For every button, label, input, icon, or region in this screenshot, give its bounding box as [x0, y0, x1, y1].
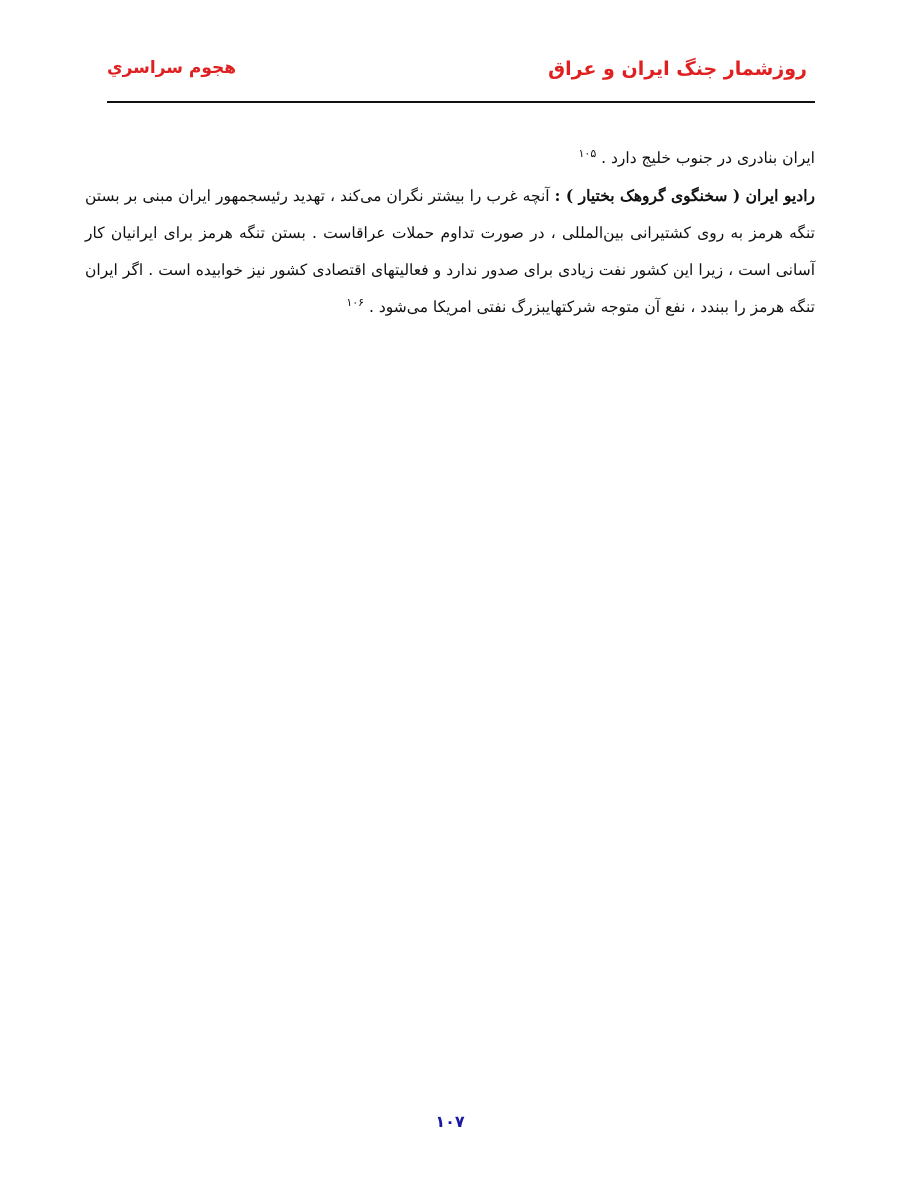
paragraph-2-text: آنچه غرب را بیشتر نگران می‌کند ، تهدید رئیسجمهور ایران مبنی بر بستن تنگه هرمز به روی کشتیرانی بین‌المللی ، در صورت تداوم حملات عراقاست . بستن تنگه هرمز برای ایرانیان کار آسانی است ، زیرا این کشور نفت زیادی برای صدور ندارد و فعالیتهای اقتصادی کشور نیز خوابیده است . اگر ایران تنگه هرمز را ببندد ، نفع آن متوجه شرکتهایبزرگ نفتی امریکا می‌شود . [85, 187, 815, 316]
footnote-ref-106[interactable]: ۱۰۶ [346, 295, 365, 309]
page-header [107, 52, 815, 92]
header-divider [107, 101, 815, 103]
paragraph-1 [85, 140, 815, 177]
paragraph-1-text: ایران بنادری در جنوب خلیج دارد . [601, 149, 815, 167]
paragraph-2 [85, 177, 815, 326]
footnote-ref-105[interactable]: ۱۰۵ [578, 146, 597, 160]
section-title: هجوم سراسري [107, 58, 237, 78]
body-text [85, 140, 815, 326]
paragraph-2-source: رادیو ایران ( سخنگوی گروهک بختیار ) : [554, 186, 815, 205]
page-number: ۱۰۷ [435, 1112, 465, 1131]
book-title: روزشمار جنگ ایران و عراق [548, 58, 807, 80]
